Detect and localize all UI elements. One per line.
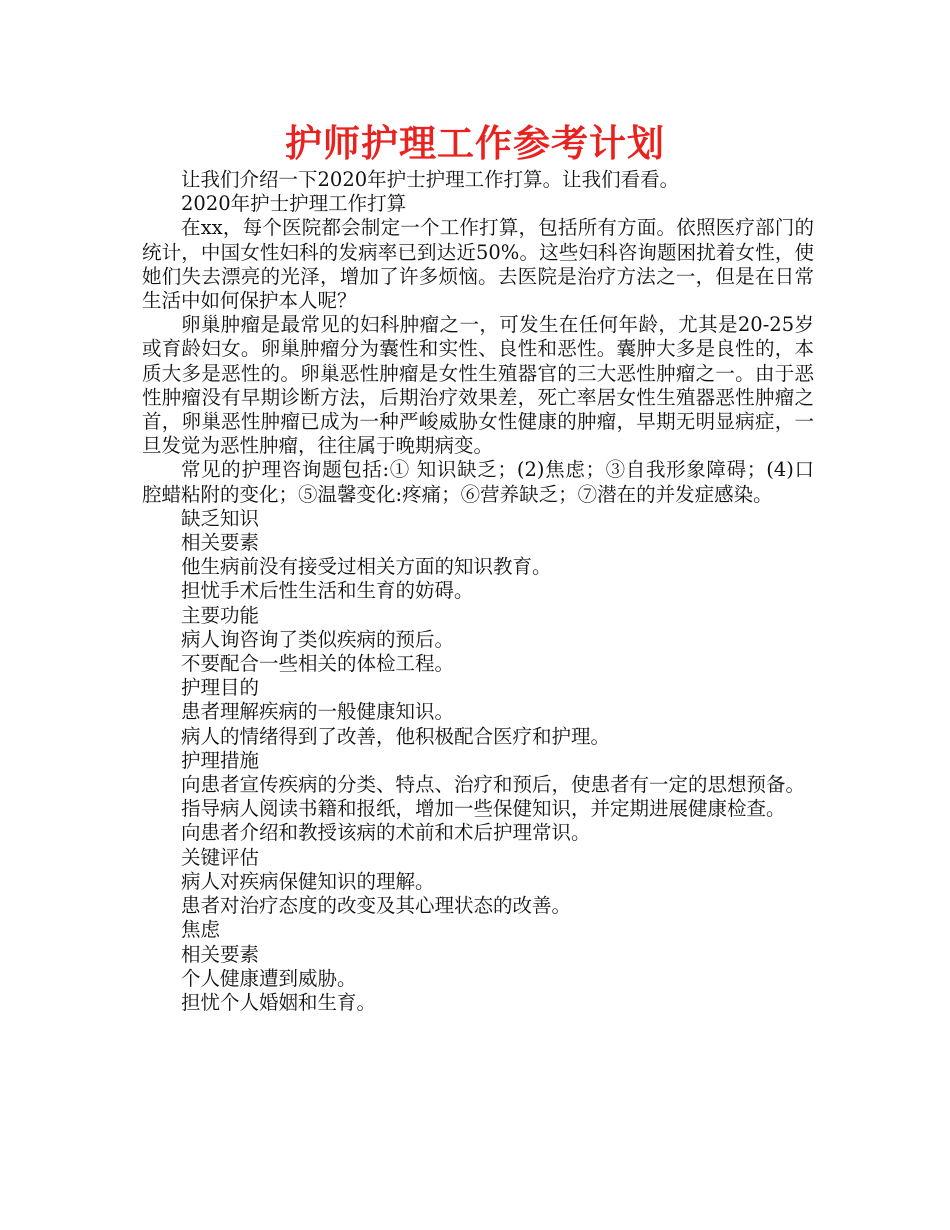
paragraph-nursing-issues: 常见的护理咨询题包括:① 知识缺乏；(2)焦虑；③自我形象障碍；(4)口腔蜡粘附的变化；⑤温馨变化:疼痛；⑥营养缺乏；⑦潜在的并发症感染。 <box>142 458 814 506</box>
list-item: 向患者介绍和教授该病的术前和术后护理常识。 <box>181 821 591 845</box>
subheading-key-evaluation: 关键评估 <box>181 845 260 869</box>
list-item: 担忧个人婚姻和生育。 <box>181 990 377 1014</box>
paragraph-ovarian-tumor: 卵巢肿瘤是最常见的妇科肿瘤之一，可发生在任何年龄，尤其是20-25岁或育龄妇女。卵巢肿瘤分为囊性和实性、良性和恶性。囊肿大多是良性的，本质大多是恶性的。卵巢恶性肿瘤是女性生殖器官的三大恶性肿瘤之一。由于恶性肿瘤没有早期诊断方法，后期治疗效果差，死亡率居女性生殖器恶性肿瘤之首，卵巢恶性肿瘤已成为一种严峻威胁女性健康的肿瘤，早期无明显病症，一旦发觉为恶性肿瘤，往往属于晚期病变。 <box>142 313 814 458</box>
list-item: 担忧手术后性生活和生育的妨碍。 <box>181 579 474 603</box>
list-item: 他生病前没有接受过相关方面的知识教育。 <box>181 555 552 579</box>
list-item: 病人的情绪得到了改善，他积极配合医疗和护理。 <box>181 724 611 748</box>
list-item: 个人健康遭到威胁。 <box>181 966 357 990</box>
list-item: 病人询咨询了类似疾病的预后。 <box>181 627 455 651</box>
subheading-related-factors: 相关要素 <box>181 531 260 555</box>
section-heading-anxiety: 焦虑 <box>181 918 221 942</box>
list-item: 患者对治疗态度的改变及其心理状态的改善。 <box>181 894 572 918</box>
list-item: 患者理解疾病的一般健康知识。 <box>181 700 455 724</box>
subheading-nursing-measures: 护理措施 <box>181 748 260 772</box>
list-item: 指导病人阅读书籍和报纸，增加一些保健知识，并定期进展健康检查。 <box>181 797 786 821</box>
subheading-nursing-goals: 护理目的 <box>181 676 260 700</box>
paragraph-intro: 让我们介绍一下2020年护士护理工作打算。让我们看看。 <box>181 168 680 191</box>
section-heading-knowledge: 缺乏知识 <box>181 506 260 530</box>
paragraph-overview: 在xx，每个医院都会制定一个工作打算，包括所有方面。依照医疗部门的统计，中国女性妇科的发病率已到达近50%。这些妇科咨询题困扰着女性，使她们失去漂亮的光泽，增加了许多烦恼。去医院是治疗方法之一，但是在日常生活中如何保护本人呢？ <box>142 216 814 313</box>
list-item: 病人对疾病保健知识的理解。 <box>181 869 435 893</box>
document-body <box>142 168 814 1015</box>
subheading-related-factors: 相关要素 <box>181 942 260 966</box>
document-title: 护师护理工作参考计划 <box>285 122 665 165</box>
subheading-main-function: 主要功能 <box>181 603 260 627</box>
paragraph-heading-plan: 2020年护士护理工作打算 <box>181 192 407 216</box>
list-item: 向患者宣传疾病的分类、特点、治疗和预后，使患者有一定的思想预备。 <box>181 773 806 797</box>
list-item: 不要配合一些相关的体检工程。 <box>181 652 455 676</box>
